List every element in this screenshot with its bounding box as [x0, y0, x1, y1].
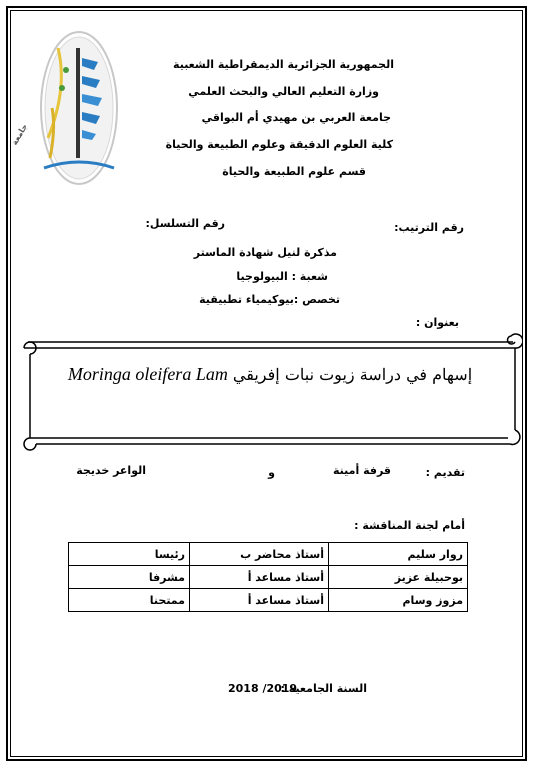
thesis-title — [40, 364, 500, 385]
thesis-specialty: تخصص :بيوكيمياء تطبيقية — [199, 293, 340, 306]
presented-label: تقديم : — [425, 466, 465, 479]
header-line-ministry: وزارة التعليم العالي والبحث العلمي — [188, 85, 379, 98]
table-row — [69, 589, 468, 612]
table-row — [69, 566, 468, 589]
jury-label: أمام لجنة المناقشة : — [354, 519, 465, 532]
header-line-university: جامعة العربي بن مهيدي أم البواقي — [201, 111, 391, 124]
thesis-branch: شعبة : البيولوجيا — [236, 270, 328, 283]
order-number-label: رقم الترتيب: — [394, 221, 464, 234]
jury-rank: أستاذ مساعد أ — [190, 566, 329, 589]
jury-rank: أستاذ مساعد أ — [190, 589, 329, 612]
header-line-department: قسم علوم الطبيعة والحياة — [222, 165, 366, 178]
thesis-type: مذكرة لنيل شهادة الماستر — [193, 246, 337, 259]
jury-role: رئيسا — [69, 543, 190, 566]
jury-rank: أستاذ محاضر ب — [190, 543, 329, 566]
thesis-title-latin: Moringa oleifera Lam — [67, 364, 228, 384]
thesis-title-arabic: إسهام في دراسة زيوت نبات إفريقي — [232, 365, 473, 384]
jury-table — [68, 542, 468, 612]
serial-number-label: رقم التسلسل: — [145, 217, 225, 230]
title-scroll-banner — [18, 330, 523, 452]
student-2: الواعر خديجة — [76, 464, 146, 477]
jury-role: ممتحنا — [69, 589, 190, 612]
header-line-republic: الجمهورية الجزائرية الديمقراطية الشعبية — [173, 58, 394, 71]
jury-name: مزوز وسام — [329, 589, 468, 612]
academic-year-value: 2018 /2019 — [228, 682, 298, 695]
header-line-faculty: كلية العلوم الدقيقة وعلوم الطبيعة والحياة — [165, 138, 393, 151]
jury-name: روار سليم — [329, 543, 468, 566]
university-logo — [38, 28, 120, 188]
jury-role: مشرفا — [69, 566, 190, 589]
title-label: بعنوان : — [415, 316, 459, 329]
logo-text: جامعة — [9, 122, 30, 147]
student-1: قرفة أمينة — [333, 464, 391, 477]
table-row — [69, 543, 468, 566]
academic-year-label: السنة الجامعية : — [280, 682, 367, 695]
and-connector: و — [268, 466, 275, 479]
jury-name: بوحبيلة عزيز — [329, 566, 468, 589]
